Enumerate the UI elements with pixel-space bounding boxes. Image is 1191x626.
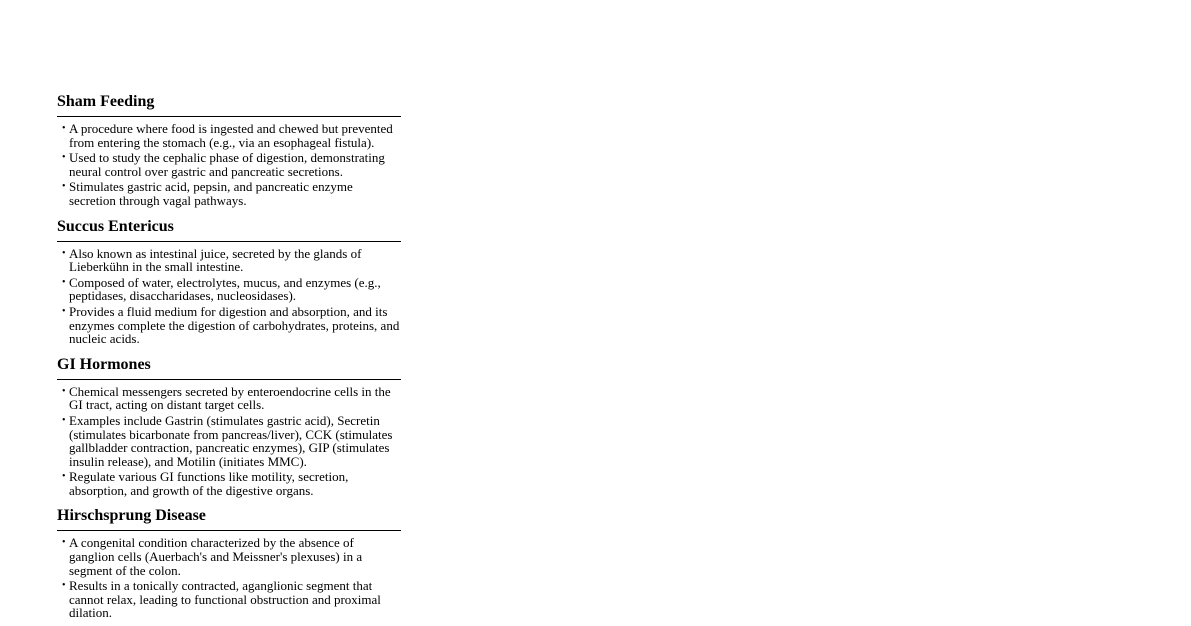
list-item-text: A congenital condition characterized by the absence of ganglion cells (Auerbach's and Meissner's plexuses) in a segment of the colon.: [69, 535, 363, 578]
list-item: [57, 276, 401, 303]
list-item: [57, 414, 401, 468]
list-item: [57, 470, 401, 497]
bullet-icon: •: [62, 276, 66, 288]
bullet-list: [57, 385, 401, 498]
list-item-text: Chemical messengers secreted by enteroendocrine cells in the GI tract, acting on distant target cells.: [69, 383, 391, 413]
list-item-text: Results in a tonically contracted, aganglionic segment that cannot relax, leading to functional obstruction and proximal dilation.: [69, 578, 381, 621]
section-gi-hormones: [57, 355, 401, 498]
list-item: [57, 579, 401, 620]
bullet-icon: •: [62, 305, 66, 317]
list-item-text: Composed of water, electrolytes, mucus, and enzymes (e.g., peptidases, disaccharidases, nucleosidases).: [69, 274, 381, 304]
bullet-icon: •: [62, 471, 66, 483]
list-item-text: Used to study the cephalic phase of digestion, demonstrating neural control over gastric and pancreatic secretions.: [69, 150, 385, 179]
list-item-text: Also known as intestinal juice, secreted by the glands of Lieberkühn in the small intestine.: [69, 245, 362, 275]
list-item-text: A procedure where food is ingested and chewed but prevented from entering the stomach (e.g., via an esophageal fistula).: [69, 121, 393, 150]
list-item: [57, 122, 401, 149]
list-item: [57, 536, 401, 577]
list-item: [57, 305, 401, 346]
list-item-text: Examples include Gastrin (stimulates gastric acid), Secretin (stimulates bicarbonate from pancreas/liver), CCK (stimulates gallbladder contraction, pancreatic enzymes), GIP (stimulates insulin release), and Motilin (initiates MMC).: [69, 412, 393, 469]
bullet-icon: •: [62, 580, 66, 592]
bullet-icon: •: [62, 123, 66, 134]
notes-column: [57, 92, 401, 626]
section-title: GI Hormones: [57, 355, 401, 380]
bullet-list: [57, 247, 401, 346]
section-succus-entericus: [57, 217, 401, 346]
list-item-text: Regulate various GI functions like motility, secretion, absorption, and growth of the digestive organs.: [69, 469, 349, 498]
section-title: Succus Entericus: [57, 217, 401, 242]
section-sham-feeding: [57, 92, 401, 208]
bullet-icon: •: [62, 414, 66, 426]
list-item: [57, 180, 401, 207]
bullet-list: [57, 122, 401, 208]
bullet-list: [57, 536, 401, 620]
list-item-text: Provides a fluid medium for digestion and absorption, and its enzymes complete the digestion of carbohydrates, proteins, and nucleic acids.: [69, 303, 400, 347]
section-hirschsprung-disease: [57, 506, 401, 620]
bullet-icon: •: [62, 152, 66, 164]
section-title: Sham Feeding: [57, 92, 401, 117]
bullet-icon: •: [62, 385, 66, 397]
section-title: Hirschsprung Disease: [57, 506, 401, 531]
list-item: [57, 151, 401, 178]
bullet-icon: •: [62, 537, 66, 549]
list-item: [57, 247, 401, 274]
list-item-text: Stimulates gastric acid, pepsin, and pancreatic enzyme secretion through vagal pathways.: [69, 179, 353, 208]
bullet-icon: •: [62, 247, 66, 259]
list-item: [57, 385, 401, 412]
bullet-icon: •: [62, 181, 66, 193]
